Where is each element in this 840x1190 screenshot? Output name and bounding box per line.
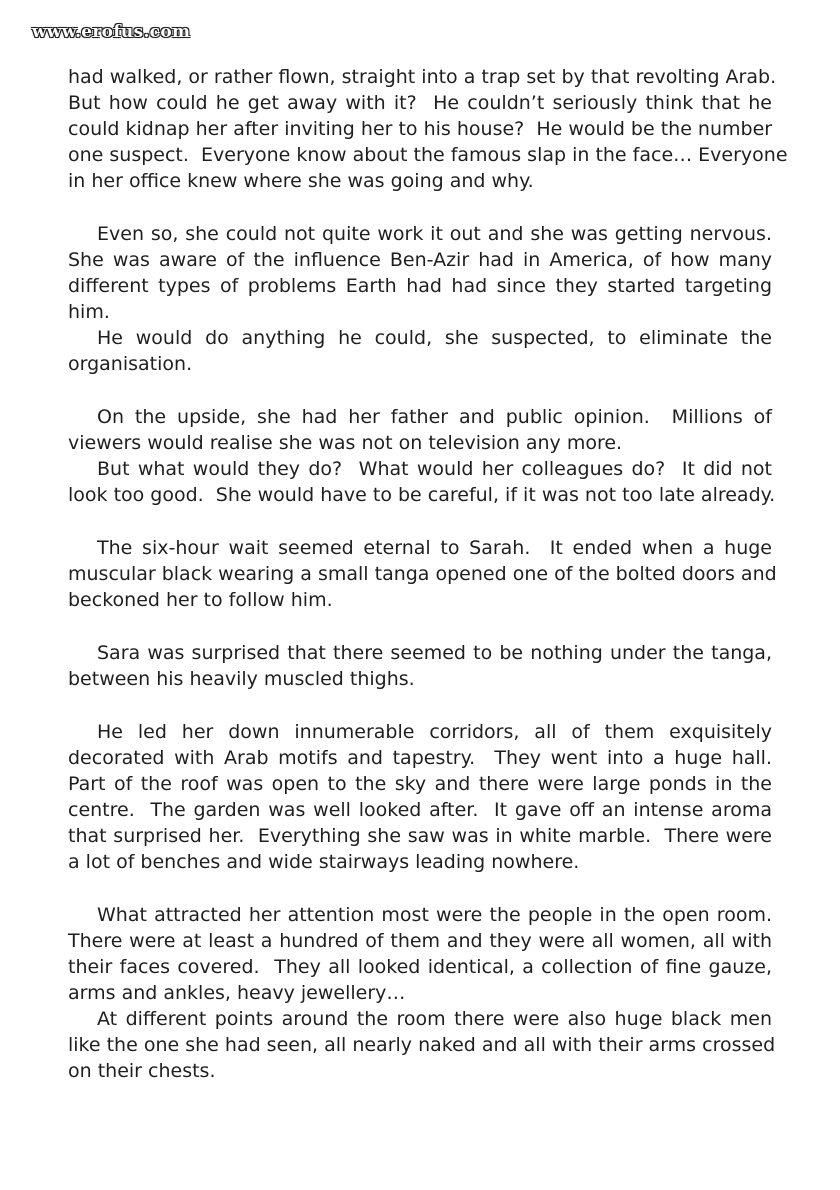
watermark-text: www.erofus.com: [32, 22, 191, 42]
text-line: viewers would realise she was not on television any more.: [68, 432, 623, 454]
text-line: beckoned her to follow him.: [68, 589, 333, 611]
text-line: organisation.: [68, 353, 193, 375]
text-line: decorated with Arab motifs and tapestry. They went into a huge hall.: [68, 747, 772, 769]
text-line: in her office knew where she was going and why.: [68, 170, 534, 192]
text-line: The six-hour wait seemed eternal to Sarah. It ended when a huge: [97, 537, 772, 559]
text-line: arms and ankles, heavy jewellery…: [68, 982, 406, 1004]
text-line: look too good. She would have to be careful, if it was not too late already.: [68, 484, 776, 506]
text-line: What attracted her attention most were the people in the open room.: [97, 904, 772, 926]
page-text: [68, 64, 788, 1084]
text-line: had walked, or rather flown, straight into a trap set by that revolting Arab.: [68, 66, 777, 88]
paragraph-gap: [68, 194, 772, 221]
paragraph-gap: [68, 613, 772, 640]
text-line: Even so, she could not quite work it out and she was getting nervous.: [97, 223, 772, 245]
text-line: like the one she had seen, all nearly naked and all with their arms crossed: [68, 1034, 776, 1056]
text-line: On the upside, she had her father and public opinion. Millions of: [97, 406, 772, 428]
text-line: muscular black wearing a small tanga opened one of the bolted doors and: [68, 563, 777, 585]
text-line: their faces covered. They all looked identical, a collection of fine gauze,: [68, 956, 772, 978]
text-line: him.: [68, 301, 110, 323]
text-line: between his heavily muscled thighs.: [68, 668, 415, 690]
text-line: one suspect. Everyone know about the famous slap in the face… Everyone: [68, 144, 788, 166]
text-line: But how could he get away with it? He couldn’t seriously think that he: [68, 92, 772, 114]
text-line: Sara was surprised that there seemed to be nothing under the tanga,: [97, 642, 772, 664]
text-line: could kidnap her after inviting her to his house? He would be the number: [68, 118, 773, 140]
text-line: But what would they do? What would her colleagues do? It did not: [97, 458, 772, 480]
text-line: He would do anything he could, she suspected, to eliminate the: [97, 327, 772, 349]
paragraph-gap: [68, 508, 772, 535]
text-line: She was aware of the influence Ben-Azir had in America, of how many: [68, 249, 772, 271]
text-line: on their chests.: [68, 1060, 216, 1082]
text-line: centre. The garden was well looked after. It gave off an intense aroma: [68, 799, 772, 821]
text-line: There were at least a hundred of them and they were all women, all with: [68, 930, 772, 952]
text-line: At different points around the room there were also huge black men: [97, 1008, 772, 1030]
paragraph-gap: [68, 377, 772, 404]
text-line: Part of the roof was open to the sky and there were large ponds in the: [68, 773, 772, 795]
paragraph-gap: [68, 692, 772, 719]
text-line: different types of problems Earth had had since they started targeting: [68, 275, 772, 297]
text-line: He led her down innumerable corridors, all of them exquisitely: [97, 721, 772, 743]
text-line: that surprised her. Everything she saw was in white marble. There were: [68, 825, 772, 847]
text-line: a lot of benches and wide stairways leading nowhere.: [68, 851, 580, 873]
paragraph-gap: [68, 875, 772, 902]
